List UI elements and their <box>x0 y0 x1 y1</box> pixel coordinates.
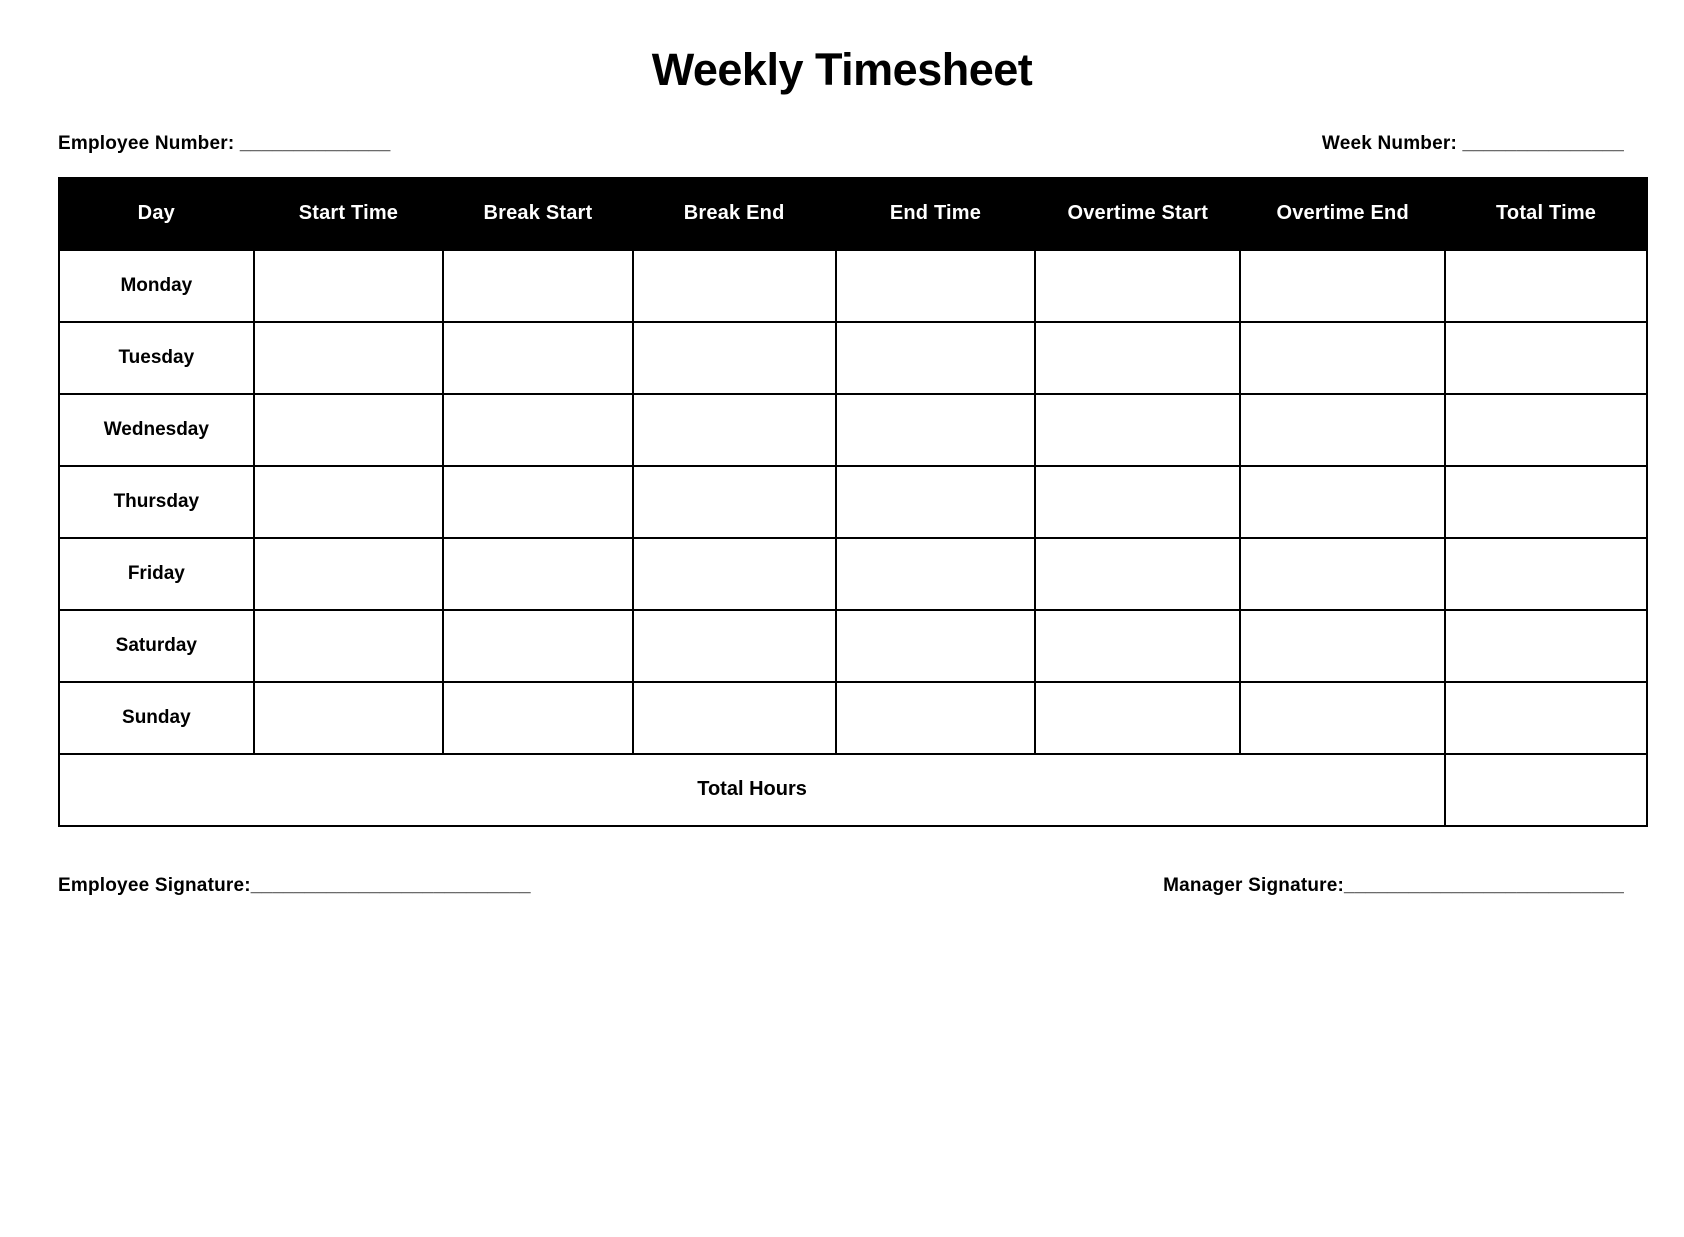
cell-monday-start-time[interactable] <box>254 250 444 322</box>
cell-wednesday-break-start[interactable] <box>443 394 633 466</box>
cell-tuesday-break-start[interactable] <box>443 322 633 394</box>
cell-monday-break-end[interactable] <box>633 250 836 322</box>
day-label-sunday: Sunday <box>59 682 254 754</box>
cell-sunday-start-time[interactable] <box>254 682 444 754</box>
cell-sunday-break-end[interactable] <box>633 682 836 754</box>
cell-friday-end-time[interactable] <box>836 538 1036 610</box>
cell-friday-overtime-end[interactable] <box>1240 538 1445 610</box>
employee-number-field[interactable]: Employee Number: ______________ <box>58 132 391 154</box>
column-header-break-start: Break Start <box>443 178 633 250</box>
timesheet-page <box>0 45 1684 1237</box>
cell-thursday-break-end[interactable] <box>633 466 836 538</box>
cell-saturday-start-time[interactable] <box>254 610 444 682</box>
cell-monday-overtime-start[interactable] <box>1035 250 1240 322</box>
cell-thursday-total-time[interactable] <box>1445 466 1647 538</box>
day-label-saturday: Saturday <box>59 610 254 682</box>
table-header-row <box>59 178 1647 250</box>
column-header-overtime-start: Overtime Start <box>1035 178 1240 250</box>
cell-monday-overtime-end[interactable] <box>1240 250 1445 322</box>
cell-friday-break-start[interactable] <box>443 538 633 610</box>
cell-monday-break-start[interactable] <box>443 250 633 322</box>
cell-sunday-break-start[interactable] <box>443 682 633 754</box>
day-label-friday: Friday <box>59 538 254 610</box>
column-header-day: Day <box>59 178 254 250</box>
table-row <box>59 322 1647 394</box>
cell-thursday-overtime-end[interactable] <box>1240 466 1445 538</box>
employee-signature-field[interactable]: Employee Signature:__________________________ <box>58 874 531 896</box>
cell-wednesday-start-time[interactable] <box>254 394 444 466</box>
cell-sunday-total-time[interactable] <box>1445 682 1647 754</box>
cell-tuesday-overtime-start[interactable] <box>1035 322 1240 394</box>
table-row <box>59 394 1647 466</box>
cell-saturday-overtime-end[interactable] <box>1240 610 1445 682</box>
cell-wednesday-overtime-end[interactable] <box>1240 394 1445 466</box>
cell-tuesday-start-time[interactable] <box>254 322 444 394</box>
cell-thursday-overtime-start[interactable] <box>1035 466 1240 538</box>
cell-thursday-break-start[interactable] <box>443 466 633 538</box>
cell-sunday-end-time[interactable] <box>836 682 1036 754</box>
cell-sunday-overtime-end[interactable] <box>1240 682 1445 754</box>
cell-wednesday-overtime-start[interactable] <box>1035 394 1240 466</box>
timesheet-table <box>58 177 1648 827</box>
week-number-field[interactable]: Week Number: _______________ <box>1321 132 1624 154</box>
column-header-start-time: Start Time <box>254 178 444 250</box>
total-hours-value[interactable] <box>1445 754 1647 826</box>
cell-saturday-break-end[interactable] <box>633 610 836 682</box>
day-label-tuesday: Tuesday <box>59 322 254 394</box>
manager-signature-field[interactable]: Manager Signature:__________________________ <box>1163 874 1624 896</box>
cell-tuesday-total-time[interactable] <box>1445 322 1647 394</box>
cell-monday-end-time[interactable] <box>836 250 1036 322</box>
cell-wednesday-end-time[interactable] <box>836 394 1036 466</box>
cell-monday-total-time[interactable] <box>1445 250 1647 322</box>
total-hours-row <box>59 754 1647 826</box>
cell-saturday-total-time[interactable] <box>1445 610 1647 682</box>
cell-thursday-end-time[interactable] <box>836 466 1036 538</box>
cell-tuesday-break-end[interactable] <box>633 322 836 394</box>
day-label-thursday: Thursday <box>59 466 254 538</box>
day-label-wednesday: Wednesday <box>59 394 254 466</box>
table-row <box>59 466 1647 538</box>
cell-tuesday-overtime-end[interactable] <box>1240 322 1445 394</box>
table-row <box>59 538 1647 610</box>
cell-thursday-start-time[interactable] <box>254 466 444 538</box>
cell-friday-start-time[interactable] <box>254 538 444 610</box>
column-header-overtime-end: Overtime End <box>1240 178 1445 250</box>
cell-wednesday-total-time[interactable] <box>1445 394 1647 466</box>
cell-friday-break-end[interactable] <box>633 538 836 610</box>
cell-sunday-overtime-start[interactable] <box>1035 682 1240 754</box>
cell-wednesday-break-end[interactable] <box>633 394 836 466</box>
table-row <box>59 682 1647 754</box>
column-header-end-time: End Time <box>836 178 1036 250</box>
meta-row <box>58 133 1624 155</box>
column-header-total-time: Total Time <box>1445 178 1647 250</box>
cell-saturday-end-time[interactable] <box>836 610 1036 682</box>
cell-friday-total-time[interactable] <box>1445 538 1647 610</box>
signature-row <box>58 875 1624 897</box>
column-header-break-end: Break End <box>633 178 836 250</box>
cell-saturday-break-start[interactable] <box>443 610 633 682</box>
day-label-monday: Monday <box>59 250 254 322</box>
cell-saturday-overtime-start[interactable] <box>1035 610 1240 682</box>
table-row <box>59 610 1647 682</box>
page-title: Weekly Timesheet <box>651 44 1033 95</box>
cell-tuesday-end-time[interactable] <box>836 322 1036 394</box>
cell-friday-overtime-start[interactable] <box>1035 538 1240 610</box>
table-row <box>59 250 1647 322</box>
total-hours-label: Total Hours <box>59 754 1445 826</box>
